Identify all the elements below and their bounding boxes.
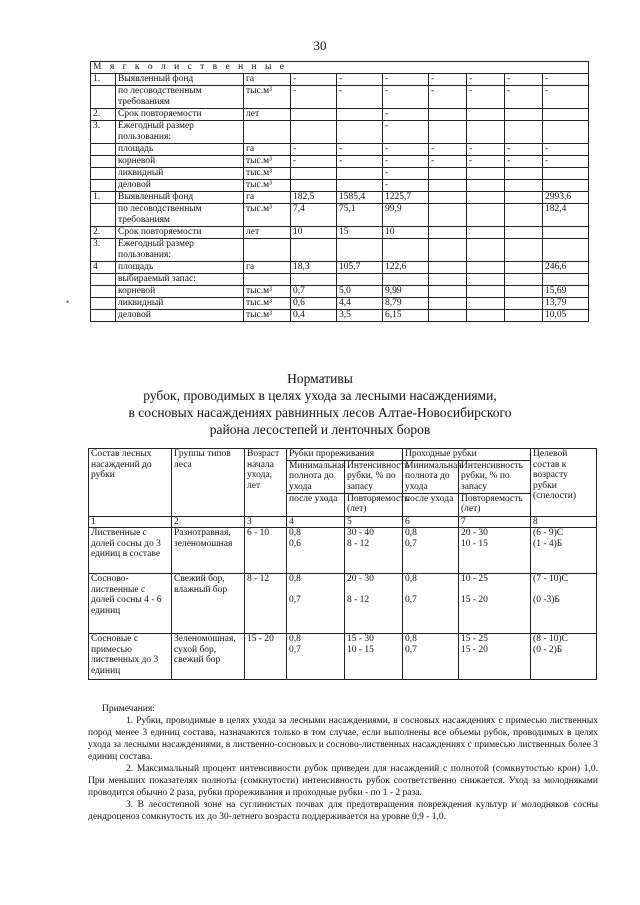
table-cell [291,121,337,144]
table-cell [505,239,543,262]
table-cell [467,310,505,322]
table-cell [91,286,116,298]
table-cell: га [244,192,291,204]
column-number: 6 [403,516,459,528]
table-cell [543,180,589,192]
table-cell: 20 - 30 10 - 15 [459,528,531,574]
table-cell [543,274,589,286]
table-cell: - [505,156,543,168]
column-number: 1 [89,516,172,528]
title-line: в сосновых насаждениях равнинных лесов Алтае-Новосибирского [128,405,512,420]
table-cell: по лесоводственным требованиям [116,86,244,109]
table-cell: 1. [91,74,116,86]
table-row [91,227,589,239]
table-cell: - [543,86,589,109]
table-row [91,239,589,262]
table-cell [505,286,543,298]
table-cell: - [291,74,337,86]
table-cell: - [291,156,337,168]
table-cell [91,180,116,192]
table-cell [429,262,467,274]
table-cell: - [383,74,429,86]
table-cell [467,298,505,310]
table-cell [337,274,383,286]
table-cell: 1225,7 [383,192,429,204]
header-thinning: Рубки прореживания [287,449,403,461]
table-cell: Выявленный фонд [116,74,244,86]
table-cell: по лесоводственным требованиям [116,204,244,227]
title-line: Нормативы [287,371,353,386]
header-start-age: Возраст начала ухода, лет [245,449,287,517]
table-cell: 3,5 [337,310,383,322]
table-cell: 0,6 [291,298,337,310]
table-cell: 15 - 30 10 - 15 [345,634,403,680]
table-cell: - [291,144,337,156]
table-cell: 3. [91,239,116,262]
table-cell: 13,79 [543,298,589,310]
header-after-care: после ухода [403,493,459,516]
table-cell [505,298,543,310]
table-cell: Сосновые с примесью лиственных до 3 единиц [89,634,172,680]
header-intensity: Интенсивность рубки, % по запасу [345,460,403,493]
table-cell: - [291,86,337,109]
table-cell: корневой [116,286,244,298]
table-cell [429,121,467,144]
table-cell: тыс.м³ [244,310,291,322]
table-cell [467,286,505,298]
table-cell [337,180,383,192]
header-composition: Состав лесных насаждений до рубки [89,449,172,517]
table-cell: 0,8 0,7 [403,634,459,680]
table-row [91,156,589,168]
table-cell [467,121,505,144]
header-repeat: Повторяемость (лет) [459,493,531,516]
table-cell [429,192,467,204]
header-target: Целевой состав к возрасту рубки (спелости) [531,449,597,517]
table-cell [244,274,291,286]
table-cell [291,168,337,180]
table-cell: - [383,156,429,168]
table-cell: тыс.м³ [244,168,291,180]
table-cell: 6 - 10 [245,528,287,574]
notes-heading: Примечания: [102,704,155,714]
table-cell [291,180,337,192]
table-cell [429,286,467,298]
table-cell: 10,05 [543,310,589,322]
table-cell [505,262,543,274]
table-cell [337,109,383,121]
header-min-density: Минимальная полнота до ухода [287,460,345,493]
table-cell: тыс.м³ [244,86,291,109]
table-cell [429,168,467,180]
table-row [91,86,589,109]
table-cell: - [337,74,383,86]
table-cell [543,227,589,239]
table-cell: 10 [383,227,429,239]
table-cell: 15 [337,227,383,239]
table-row [91,192,589,204]
table-cell: - [337,86,383,109]
table-row [91,286,589,298]
table-cell [91,310,116,322]
table-cell: 9,99 [383,286,429,298]
table-cell [244,121,291,144]
table-cell [91,204,116,227]
table-cell [383,239,429,262]
table-cell [429,239,467,262]
table-cell [467,262,505,274]
table-cell: 7,4 [291,204,337,227]
table-cell: - [467,156,505,168]
table-cell [543,239,589,262]
table-cell: - [505,74,543,86]
table-cell: корневой [116,156,244,168]
table-cell: 10 - 25 15 - 20 [459,574,531,634]
notes-block [88,703,598,823]
forest-fund-table [90,61,589,322]
table-cell [91,298,116,310]
table-cell: - [467,86,505,109]
table-cell [91,156,116,168]
table-cell: 182,5 [291,192,337,204]
table-cell: - [383,109,429,121]
table-cell: (8 - 10)С (0 - 2)Б [531,634,597,680]
table-cell [291,109,337,121]
table-cell: 5,0 [337,286,383,298]
table-cell [337,121,383,144]
table-row [91,180,589,192]
table-cell [91,168,116,180]
table-cell: 0,8 0,6 [287,528,345,574]
table-cell: лет [244,109,291,121]
table-cell: 2993,6 [543,192,589,204]
table-cell: - [467,74,505,86]
table-cell: Срок повторяемости [116,227,244,239]
table-cell: 246,6 [543,262,589,274]
table-cell: ликвидный [116,298,244,310]
table-cell: 105,7 [337,262,383,274]
table-cell: 0,4 [291,310,337,322]
table-cell: - [383,144,429,156]
table-cell: 0,8 0,7 [403,528,459,574]
table-cell: 15 - 25 15 - 20 [459,634,531,680]
table-row [91,298,589,310]
table-cell: Разнотравная, зеленомошная [172,528,245,574]
table-cell: 3. [91,121,116,144]
table-cell [505,168,543,180]
table-cell: 0,8 0,7 [403,574,459,634]
table-row [91,204,589,227]
table-cell: Лиственные с долей сосны до 3 единиц в составе [89,528,172,574]
header-intensity: Интенсивность рубки, % по запасу [459,460,531,493]
table-cell: 4 [91,262,116,274]
table-cell [429,274,467,286]
table-cell: (6 - 9)С (1 - 4)Б [531,528,597,574]
table-cell [91,144,116,156]
table-cell: Свежий бор, влажный бор [172,574,245,634]
table-cell: - [337,156,383,168]
table-cell: 8,79 [383,298,429,310]
header-after-care: после ухода [287,493,345,516]
table-cell: тыс.м³ [244,286,291,298]
title-line: рубок, проводимых в целях ухода за лесными насаждениями, [143,388,497,403]
table-cell [467,239,505,262]
table-cell: 20 - 30 8 - 12 [345,574,403,634]
table-cell [91,274,116,286]
table-cell: 0,8 0,7 [287,574,345,634]
table-cell: Выявленный фонд [116,192,244,204]
table-row [91,121,589,144]
table-cell: деловой [116,180,244,192]
table-cell [429,204,467,227]
table-cell: Ежегодный размер пользования: [116,121,244,144]
table-cell: - [383,86,429,109]
table-cell: - [543,74,589,86]
table-cell: 15,69 [543,286,589,298]
table-cell: 2. [91,227,116,239]
table-cell: 6,15 [383,310,429,322]
table-cell [429,310,467,322]
table-cell [467,227,505,239]
title-line: района лесостепей и ленточных боров [209,422,431,437]
table-cell [467,192,505,204]
table-cell: 0,8 0,7 [287,634,345,680]
table-cell: 15 - 20 [245,634,287,680]
header-min-density: Минимальная полнота до ухода [403,460,459,493]
table-cell [505,310,543,322]
table-cell: - [505,86,543,109]
table-cell: Сосново-лиственные с долей сосны 4 - 6 единиц [89,574,172,634]
header-repeat: Повторяемость (лет) [345,493,403,516]
table-cell: 182,4 [543,204,589,227]
thinning-norms-table [88,448,597,680]
table-cell: 18,3 [291,262,337,274]
table-cell [505,121,543,144]
column-number: 8 [531,516,597,528]
table-cell: Срок повторяемости [116,109,244,121]
table-cell [467,274,505,286]
table-row [91,274,589,286]
table-cell [505,274,543,286]
table-cell: 75,1 [337,204,383,227]
table-row [91,168,589,180]
table-cell: тыс.м³ [244,204,291,227]
column-number: 2 [172,516,245,528]
table-cell [467,168,505,180]
table-cell [91,86,116,109]
table-row [91,262,589,274]
table-cell: 1. [91,192,116,204]
column-number: 4 [287,516,345,528]
table-cell: - [467,144,505,156]
table-cell [291,274,337,286]
table-cell [505,109,543,121]
table-cell [291,239,337,262]
table-cell: 8 - 12 [245,574,287,634]
table-cell: 122,6 [383,262,429,274]
column-number: 7 [459,516,531,528]
table-cell [505,227,543,239]
table-cell [505,204,543,227]
table-cell: 99,9 [383,204,429,227]
table-cell [429,109,467,121]
table-row [91,144,589,156]
table-cell: 1585,4 [337,192,383,204]
table-row [91,109,589,121]
table-cell: 2. [91,109,116,121]
table-cell [543,121,589,144]
document-title [0,370,640,438]
table-cell: га [244,262,291,274]
page-number: 30 [313,38,327,53]
table-cell [543,168,589,180]
table-cell: - [429,86,467,109]
note-item: 3. В лесостепной зоне на суглинистых почвах для предотвращения повреждения культур и молодняков сосны дендроценоз сомкнутость их до 30-летнего возраста поддерживается на уровне 0,9 - 1,0. [88,800,598,822]
table-row [89,634,597,680]
table-cell: площадь [116,262,244,274]
column-number: 3 [245,516,287,528]
table-cell [383,274,429,286]
table-cell: - [429,74,467,86]
table-cell: - [543,144,589,156]
table-row [91,74,589,86]
table-cell: Ежегодный размер пользования: [116,239,244,262]
table-cell [505,180,543,192]
table-cell: га [244,144,291,156]
table-cell: 10 [291,227,337,239]
table-cell: га [244,74,291,86]
table-cell: - [505,144,543,156]
table-cell: - [337,144,383,156]
table-cell: - [543,156,589,168]
table-cell [337,239,383,262]
table-cell [337,168,383,180]
table-cell [467,204,505,227]
table-cell: - [429,144,467,156]
table-row [89,528,597,574]
table-cell: (7 - 10)С (0 -3)Б [531,574,597,634]
table-cell: тыс.м³ [244,156,291,168]
table-cell [467,180,505,192]
header-forest-group: Группы типов леса [172,449,245,517]
note-item: 1. Рубки, проводимые в целях ухода за лесными насаждениями, в сосновых насаждениях с примесью лиственных пород менее 3 единиц состава, назначаются только в том случае, если выполнены все объемы рубок, проводимых в целях ухода за лесными насаждениями, в лиственно-сосновых и сосново-лиственных насаждениях с примесью лиственных более 3 единиц состава. [88,716,598,762]
table-cell [429,298,467,310]
header-passing: Проходные рубки [403,449,531,461]
table-cell: тыс.м³ [244,298,291,310]
margin-mark-icon: • [66,297,70,307]
table-cell [429,180,467,192]
table-cell: - [429,156,467,168]
table-cell: выбираемый запас: [116,274,244,286]
section-header: М я г к о л и с т в е н н ы е [91,62,589,74]
table-cell: ликвидный [116,168,244,180]
table-cell: - [383,168,429,180]
table-cell [505,192,543,204]
table-cell: 4,4 [337,298,383,310]
table-row [91,310,589,322]
table-cell: лет [244,227,291,239]
table-cell: 30 - 40 8 - 12 [345,528,403,574]
table-cell: Зеленомошная, сухой бор, свежий бор [172,634,245,680]
table-cell [543,109,589,121]
table-cell: деловой [116,310,244,322]
table-cell: - [383,180,429,192]
table-cell: 0,7 [291,286,337,298]
column-number: 5 [345,516,403,528]
note-item: 2. Максимальный процент интенсивности рубок приведен для насаждений с полнотой (сомкнутостью крон) 1,0. При меньших показателях полноты (сомкнутости) интенсивность рубок соответственно снижается. Уход за молодняками проводится обычно 2 раза, рубки прореживания и проходные рубки - по 1 - 2 раза. [88,764,598,798]
table-cell [467,109,505,121]
table-cell [429,227,467,239]
table-cell: - [383,121,429,144]
table-cell: площадь [116,144,244,156]
table-cell: тыс.м³ [244,180,291,192]
table-row [89,574,597,634]
table-cell [244,239,291,262]
